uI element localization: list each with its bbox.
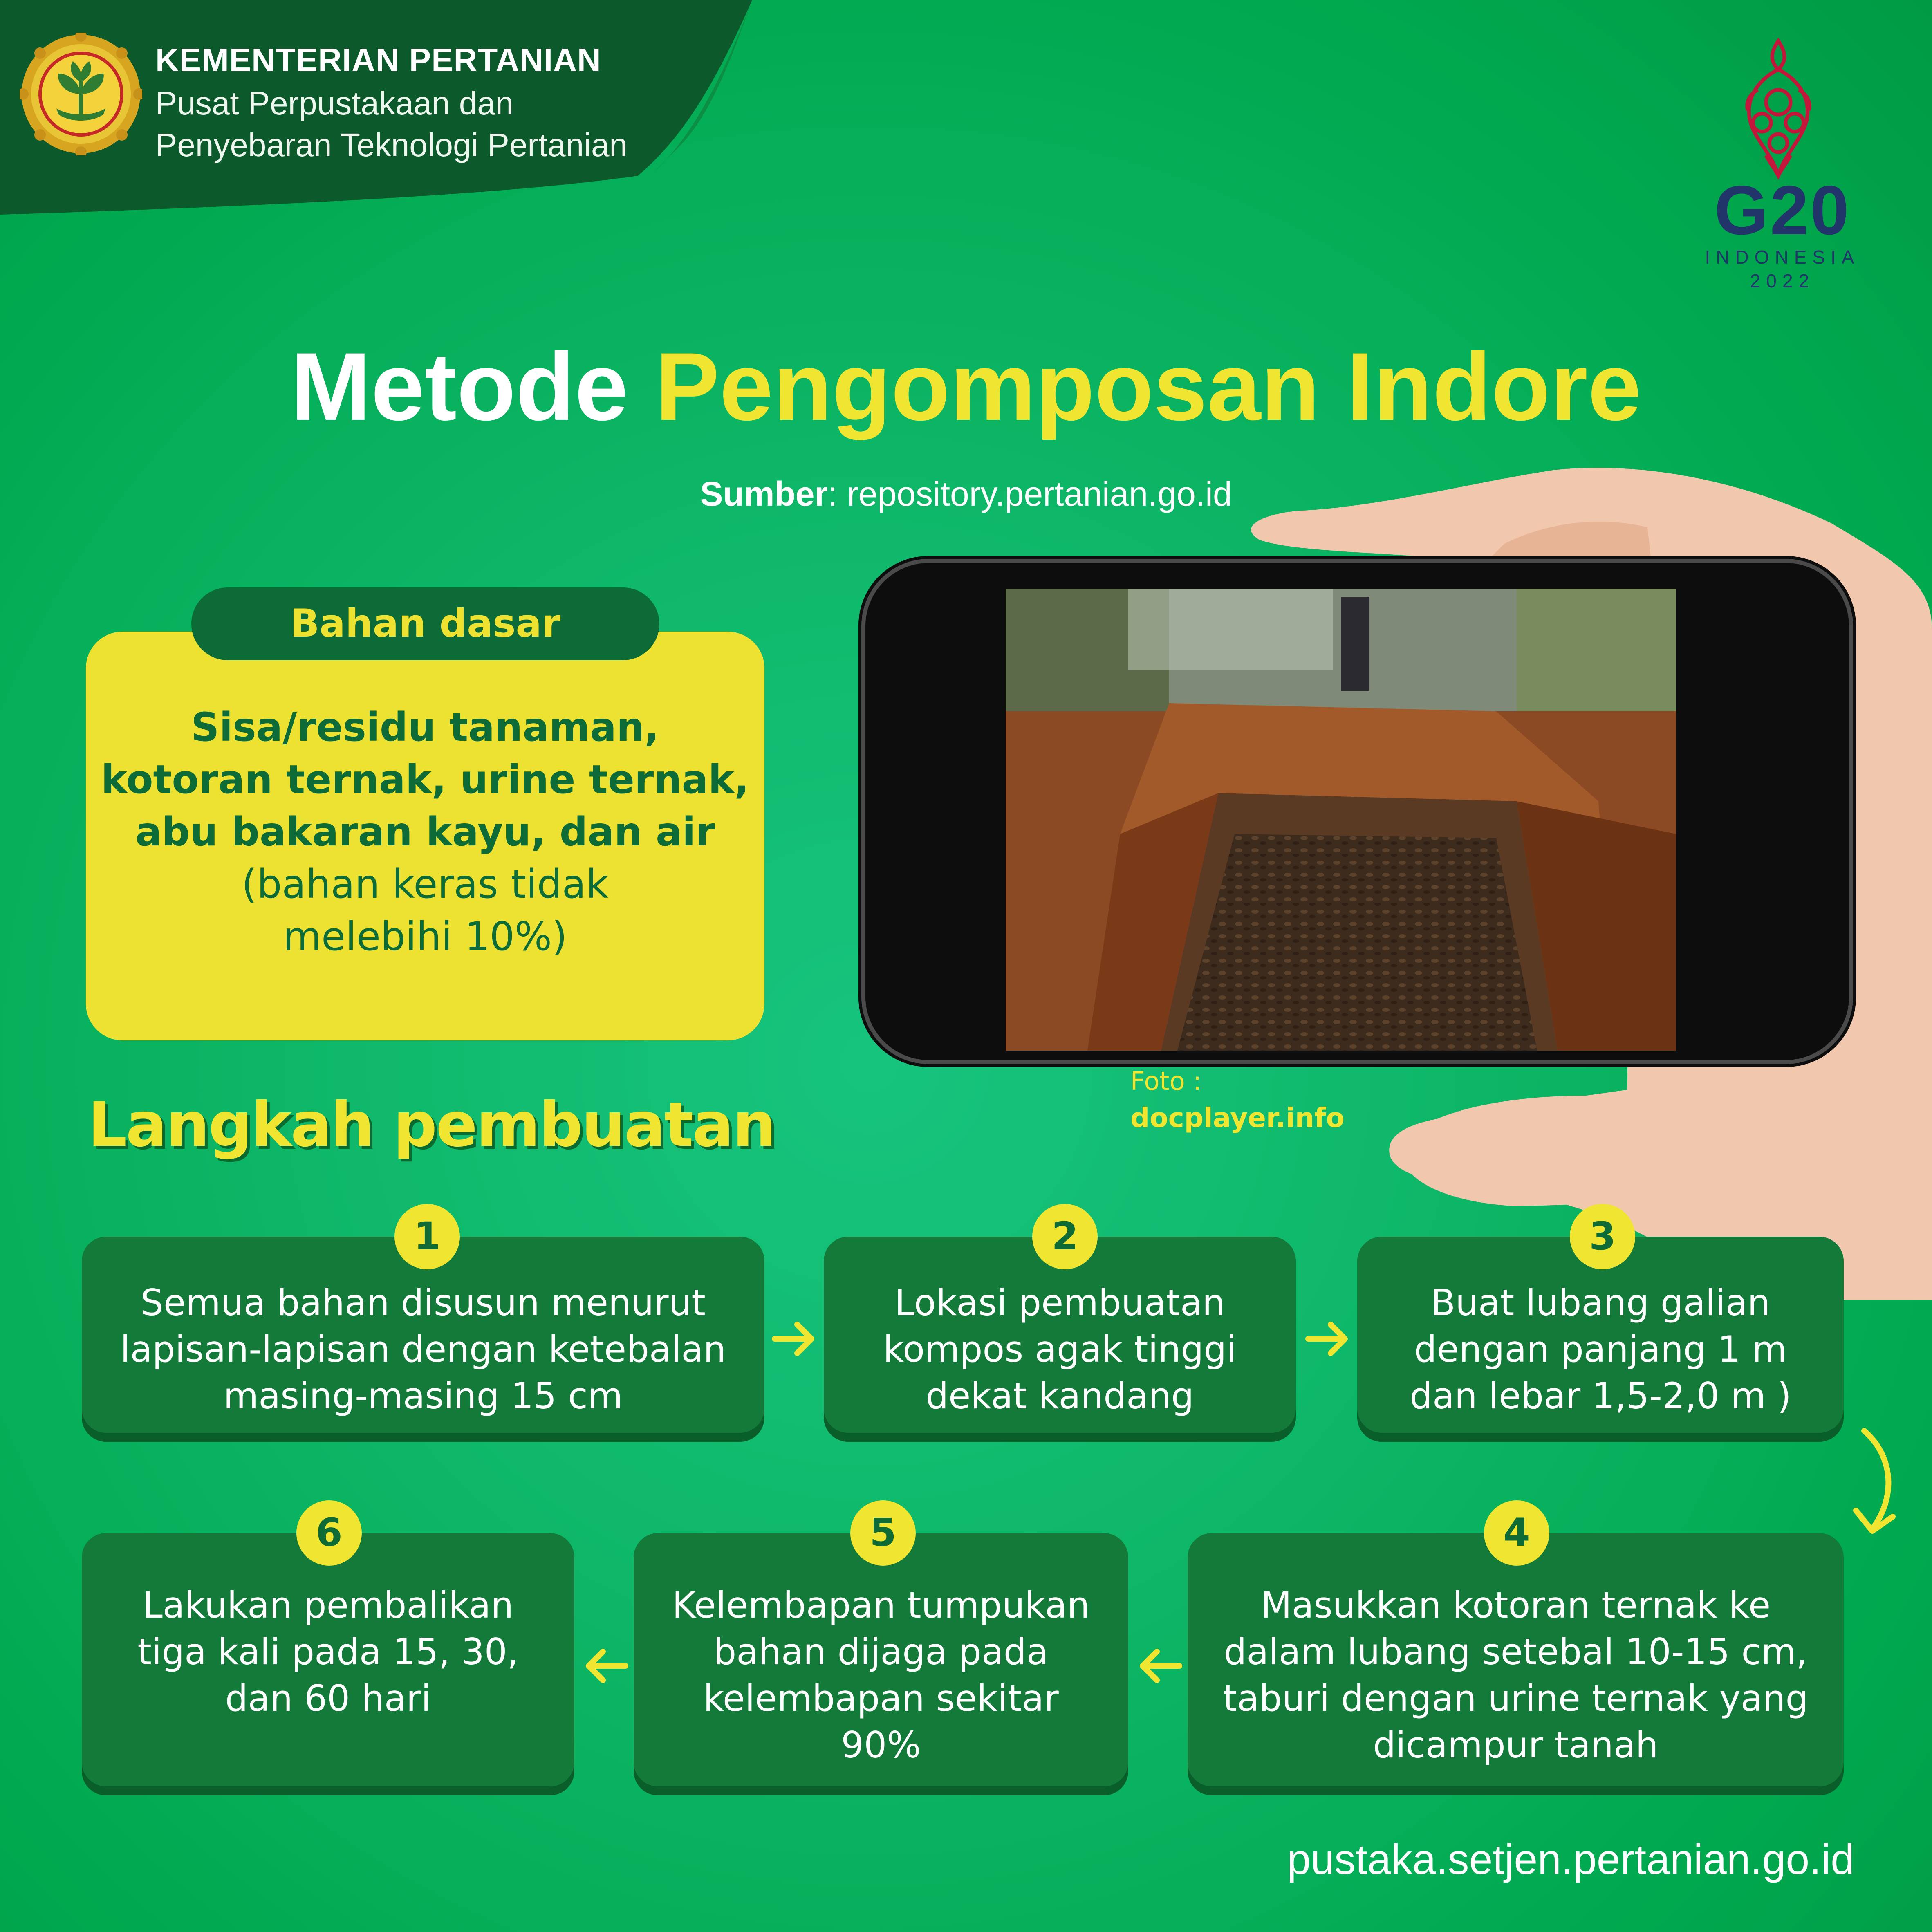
steps-heading: Langkah pembuatan: [88, 1089, 775, 1161]
step-4-number-badge: 4: [1484, 1500, 1549, 1566]
photo-caption: Foto :: [1130, 1066, 1202, 1096]
footer-url[interactable]: pustaka.setjen.pertanian.go.id: [1287, 1836, 1854, 1883]
step-5-line-3: kelembapan sekitar: [703, 1677, 1059, 1719]
page-title: [0, 331, 1932, 442]
step-card-6: [82, 1533, 574, 1786]
step-5-line-1: Kelembapan tumpukan: [672, 1584, 1090, 1626]
arrow-right-icon: [771, 1318, 820, 1359]
g20-emblem-icon: [1709, 37, 1848, 188]
unit-line-1: Pusat Perpustakaan dan: [155, 85, 514, 121]
ministry-name-block: [155, 38, 628, 166]
g20-year: 2022: [1750, 270, 1815, 291]
bahan-line-1: Sisa/residu tanaman,: [191, 704, 659, 750]
step-5-text: [634, 1582, 1128, 1768]
step-2-number-badge: 2: [1032, 1204, 1098, 1269]
step-6-text: [82, 1582, 574, 1722]
bahan-dasar-text: [86, 701, 764, 963]
step-1-text: [82, 1280, 764, 1419]
step-1-line-1: Semua bahan disusun menurut: [141, 1282, 706, 1324]
curved-arrow-down-icon: [1848, 1427, 1905, 1541]
step-4-line-4: dicampur tanah: [1373, 1724, 1659, 1766]
step-6-line-3: dan 60 hari: [225, 1677, 431, 1719]
step-2-line-2: kompos agak tinggi: [883, 1328, 1237, 1370]
photo-source: docplayer.info: [1130, 1102, 1345, 1134]
step-card-5: [634, 1533, 1128, 1786]
bahan-line-4: (bahan keras tidak: [242, 861, 609, 907]
step-3-line-1: Buat lubang galian: [1430, 1282, 1771, 1324]
arrow-left-icon: [1134, 1645, 1183, 1686]
photo-credit: [1130, 1065, 1345, 1139]
step-2-line-1: Lokasi pembuatan: [894, 1282, 1225, 1324]
arrow-left-icon: [580, 1645, 630, 1686]
title-part-2: Pengomposan Indore: [655, 333, 1642, 441]
phone-photo-illustration: [850, 458, 1932, 1300]
step-5-line-4: 90%: [841, 1724, 921, 1766]
step-2-text: [824, 1280, 1296, 1419]
step-6-number-badge: 6: [296, 1500, 362, 1566]
unit-line-2: Penyebaran Teknologi Pertanian: [155, 127, 628, 163]
g20-country: INDONESIA: [1705, 247, 1860, 268]
g20-logo-text: [1701, 172, 1864, 293]
arrow-right-icon: [1304, 1318, 1353, 1359]
step-4-line-1: Masukkan kotoran ternak ke: [1260, 1584, 1771, 1626]
bahan-line-2: kotoran ternak, urine ternak,: [101, 757, 749, 802]
source-label: Sumber: [700, 475, 828, 513]
step-2-line-3: dekat kandang: [926, 1375, 1194, 1417]
step-4-text: [1188, 1582, 1844, 1768]
step-6-line-2: tiga kali pada 15, 30,: [137, 1631, 519, 1673]
source-value: : repository.pertanian.go.id: [828, 475, 1232, 513]
step-5-number-badge: 5: [850, 1500, 916, 1566]
bahan-line-5: melebihi 10%): [283, 914, 567, 959]
step-3-text: [1357, 1280, 1844, 1419]
step-3-line-3: dan lebar 1,5-2,0 m ): [1410, 1375, 1791, 1417]
step-4-line-2: dalam lubang setebal 10-15 cm,: [1224, 1631, 1808, 1673]
bahan-line-3: abu bakaran kayu, dan air: [135, 809, 715, 855]
step-3-number-badge: 3: [1570, 1204, 1635, 1269]
step-card-4: [1188, 1533, 1844, 1786]
step-1-number-badge: 1: [394, 1204, 460, 1269]
step-3-line-2: dengan panjang 1 m: [1414, 1328, 1787, 1370]
step-4-line-3: taburi dengan urine ternak yang: [1223, 1677, 1809, 1719]
step-1-line-2: lapisan-lapisan dengan ketebalan: [120, 1328, 726, 1370]
ministry-logo: [20, 33, 142, 155]
bahan-dasar-tab: Bahan dasar: [191, 587, 659, 660]
title-part-1: Metode: [290, 333, 628, 441]
step-5-line-2: bahan dijaga pada: [713, 1631, 1049, 1673]
step-1-line-3: masing-masing 15 cm: [223, 1375, 623, 1417]
step-6-line-1: Lakukan pembalikan: [142, 1584, 514, 1626]
ministry-name: KEMENTERIAN PERTANIAN: [155, 42, 601, 78]
g20-label: G20: [1714, 172, 1851, 249]
